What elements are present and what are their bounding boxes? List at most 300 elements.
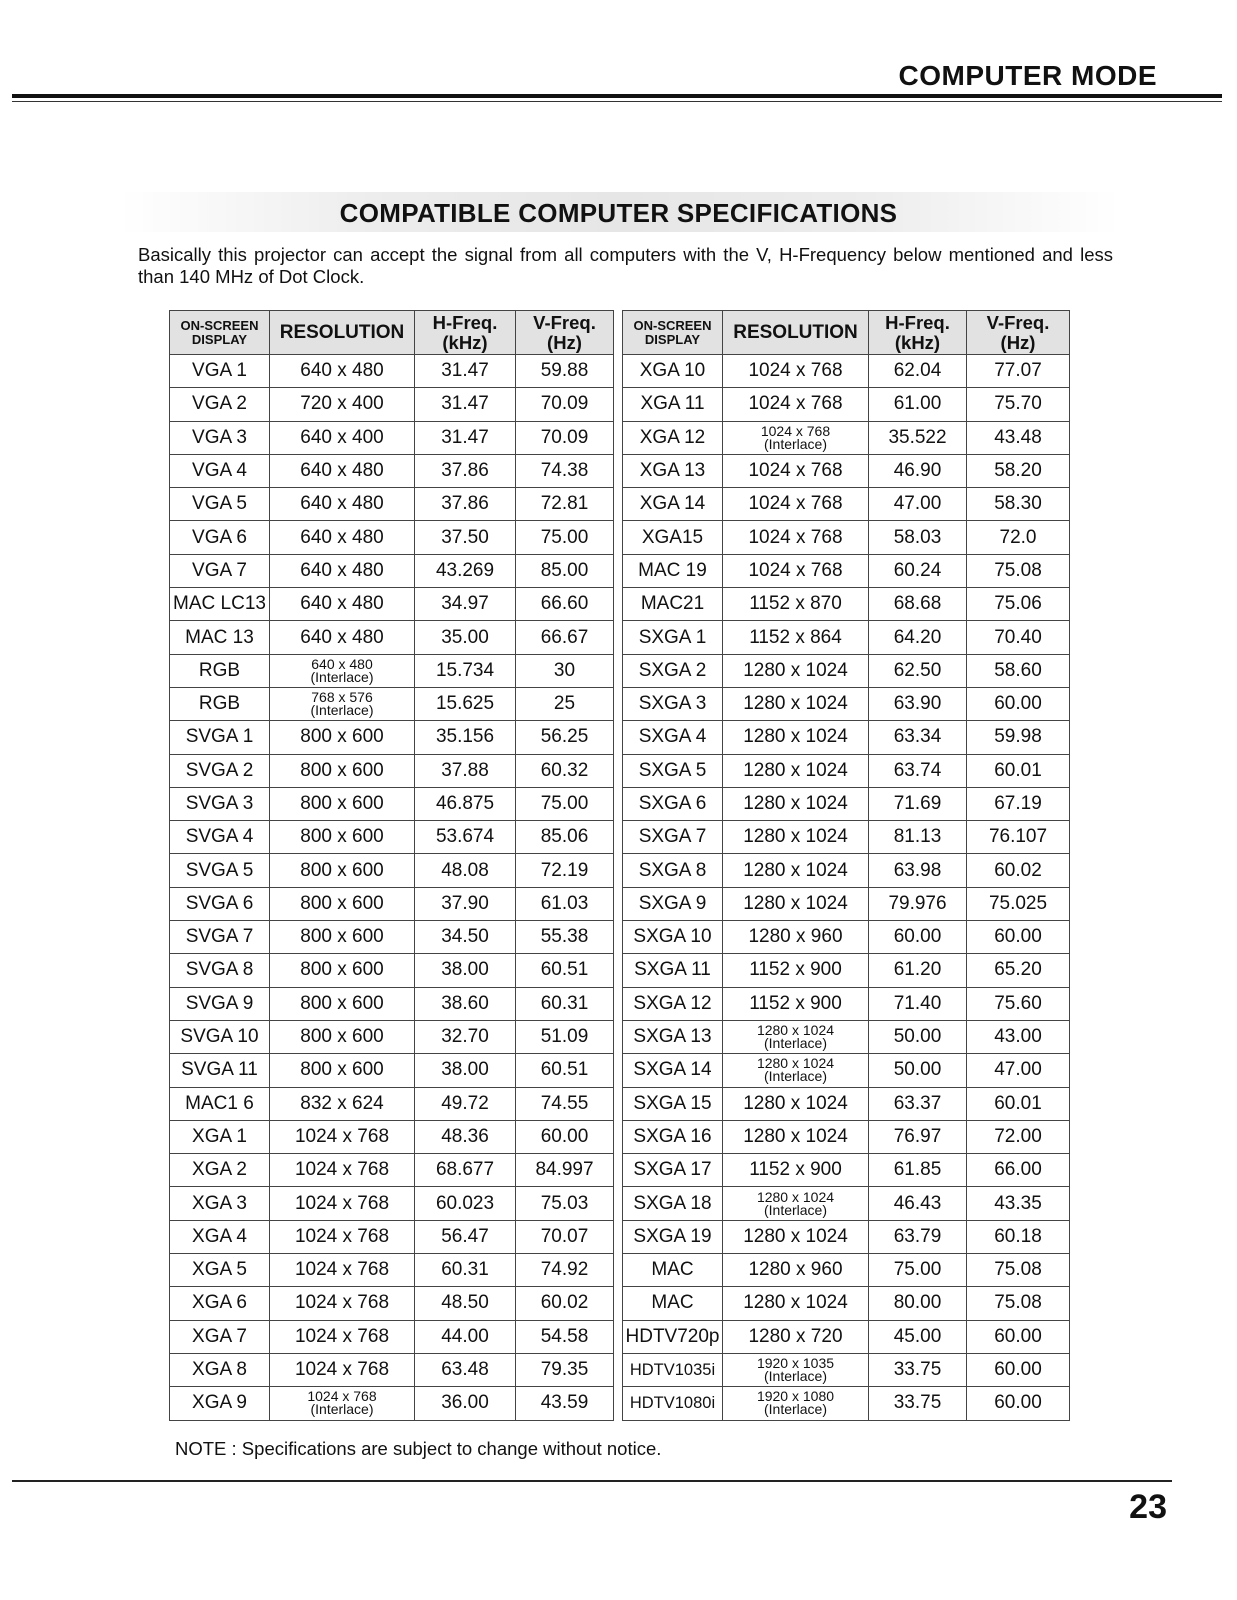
- table-row: [170, 621, 614, 654]
- table-row: [623, 1120, 1070, 1153]
- cell-v-freq: 58.60: [967, 654, 1070, 687]
- table-row: [623, 554, 1070, 587]
- cell-h-freq: 60.24: [869, 554, 967, 587]
- table-row: [623, 687, 1070, 720]
- cell-on-screen-display: RGB: [170, 654, 270, 687]
- table-row: [623, 1220, 1070, 1253]
- cell-resolution: 1024 x 768: [723, 355, 869, 388]
- cell-h-freq: 61.85: [869, 1154, 967, 1187]
- table-row: [170, 588, 614, 621]
- cell-v-freq: 60.00: [516, 1120, 614, 1153]
- table-row: [170, 654, 614, 687]
- table-row: [170, 1054, 614, 1087]
- table-row: [170, 921, 614, 954]
- resolution-value: 1920 x 1080: [756, 1388, 835, 1405]
- cell-resolution: 1024 x 768: [723, 521, 869, 554]
- cell-resolution: 1024 x 768: [270, 1154, 415, 1187]
- footer-rule: [12, 1480, 1172, 1482]
- cell-v-freq: 60.31: [516, 987, 614, 1020]
- resolution-value: 1280 x 1024: [756, 1022, 835, 1039]
- cell-resolution: [270, 687, 415, 720]
- cell-v-freq: 75.025: [967, 887, 1070, 920]
- table-row: [623, 787, 1070, 820]
- resolution-value: 1024 x 768: [307, 1388, 377, 1405]
- cell-on-screen-display: SXGA 18: [623, 1187, 723, 1220]
- cell-v-freq: 72.00: [967, 1120, 1070, 1153]
- cell-on-screen-display: VGA 4: [170, 454, 270, 487]
- cell-v-freq: 60.32: [516, 754, 614, 787]
- cell-on-screen-display: SXGA 8: [623, 854, 723, 887]
- cell-resolution: 1280 x 1024: [723, 1220, 869, 1253]
- cell-h-freq: 60.00: [869, 921, 967, 954]
- cell-h-freq: 62.50: [869, 654, 967, 687]
- cell-v-freq: 75.03: [516, 1187, 614, 1220]
- cell-v-freq: 43.00: [967, 1020, 1070, 1053]
- cell-on-screen-display: SXGA 16: [623, 1120, 723, 1153]
- cell-v-freq: 54.58: [516, 1320, 614, 1353]
- table-row: [623, 588, 1070, 621]
- cell-on-screen-display: SXGA 2: [623, 654, 723, 687]
- table-row: [623, 621, 1070, 654]
- cell-h-freq: 34.50: [415, 921, 516, 954]
- table-row: [170, 754, 614, 787]
- cell-h-freq: 32.70: [415, 1020, 516, 1053]
- cell-h-freq: 35.156: [415, 721, 516, 754]
- cell-h-freq: 46.43: [869, 1187, 967, 1220]
- header-vfreq-line1: V-Freq.: [533, 312, 596, 334]
- cell-on-screen-display: SXGA 12: [623, 987, 723, 1020]
- table-row: [623, 521, 1070, 554]
- header-vfreq-line1: V-Freq.: [986, 312, 1050, 334]
- cell-h-freq: 47.00: [869, 488, 967, 521]
- cell-h-freq: 37.90: [415, 887, 516, 920]
- cell-h-freq: 48.50: [415, 1287, 516, 1320]
- cell-on-screen-display: VGA 5: [170, 488, 270, 521]
- cell-v-freq: 77.07: [967, 355, 1070, 388]
- table-header-row: [623, 311, 1070, 355]
- cell-v-freq: 51.09: [516, 1020, 614, 1053]
- cell-resolution: [723, 421, 869, 454]
- cell-on-screen-display: XGA 1: [170, 1120, 270, 1153]
- resolution-value: 1280 x 1024: [756, 1188, 835, 1205]
- cell-on-screen-display: XGA 14: [623, 488, 723, 521]
- cell-h-freq: 50.00: [869, 1054, 967, 1087]
- cell-resolution: 800 x 600: [270, 1020, 415, 1053]
- cell-on-screen-display: SXGA 10: [623, 921, 723, 954]
- cell-h-freq: 33.75: [869, 1387, 967, 1420]
- resolution-note: (Interlace): [763, 1201, 828, 1218]
- cell-v-freq: 75.08: [967, 1287, 1070, 1320]
- cell-h-freq: 64.20: [869, 621, 967, 654]
- cell-on-screen-display: SXGA 6: [623, 787, 723, 820]
- table-row: [623, 854, 1070, 887]
- cell-v-freq: 60.00: [967, 1353, 1070, 1386]
- cell-h-freq: 63.74: [869, 754, 967, 787]
- table-row: [170, 488, 614, 521]
- cell-h-freq: 15.625: [415, 687, 516, 720]
- cell-on-screen-display: XGA 11: [623, 388, 723, 421]
- table-row: [170, 887, 614, 920]
- cell-on-screen-display: SVGA 7: [170, 921, 270, 954]
- cell-on-screen-display: RGB: [170, 687, 270, 720]
- section-title: COMPATIBLE COMPUTER SPECIFICATIONS: [339, 198, 898, 228]
- cell-resolution: 1280 x 1024: [723, 1120, 869, 1153]
- cell-h-freq: 61.20: [869, 954, 967, 987]
- cell-resolution: 1280 x 1024: [723, 1287, 869, 1320]
- cell-h-freq: 31.47: [415, 388, 516, 421]
- cell-h-freq: 43.269: [415, 554, 516, 587]
- cell-h-freq: 49.72: [415, 1087, 516, 1120]
- cell-v-freq: 65.20: [967, 954, 1070, 987]
- cell-v-freq: 76.107: [967, 821, 1070, 854]
- cell-on-screen-display: XGA 7: [170, 1320, 270, 1353]
- cell-on-screen-display: VGA 2: [170, 388, 270, 421]
- cell-on-screen-display: XGA 6: [170, 1287, 270, 1320]
- cell-resolution: 640 x 480: [270, 488, 415, 521]
- cell-resolution: 1280 x 960: [723, 921, 869, 954]
- table-row: [170, 521, 614, 554]
- cell-resolution: 1024 x 768: [270, 1254, 415, 1287]
- cell-on-screen-display: MAC LC13: [170, 588, 270, 621]
- header-hfreq-line2: (kHz): [442, 331, 488, 353]
- table-row: [623, 1254, 1070, 1287]
- cell-resolution: 640 x 400: [270, 421, 415, 454]
- cell-v-freq: 25: [516, 687, 614, 720]
- table-row: [170, 554, 614, 587]
- table-row: [623, 355, 1070, 388]
- table-row: [170, 721, 614, 754]
- cell-on-screen-display: SVGA 1: [170, 721, 270, 754]
- cell-resolution: 800 x 600: [270, 921, 415, 954]
- cell-on-screen-display: SXGA 19: [623, 1220, 723, 1253]
- cell-resolution: 800 x 600: [270, 987, 415, 1020]
- header-resolution: RESOLUTION: [723, 311, 869, 355]
- cell-on-screen-display: SXGA 13: [623, 1020, 723, 1053]
- cell-h-freq: 50.00: [869, 1020, 967, 1053]
- cell-v-freq: 60.18: [967, 1220, 1070, 1253]
- cell-resolution: 640 x 480: [270, 588, 415, 621]
- cell-v-freq: 66.67: [516, 621, 614, 654]
- cell-h-freq: 63.37: [869, 1087, 967, 1120]
- table-row: [170, 1254, 614, 1287]
- cell-h-freq: 76.97: [869, 1120, 967, 1153]
- table-row: [623, 488, 1070, 521]
- cell-h-freq: 81.13: [869, 821, 967, 854]
- cell-on-screen-display: SXGA 7: [623, 821, 723, 854]
- cell-on-screen-display: MAC: [623, 1254, 723, 1287]
- table-row: [623, 388, 1070, 421]
- cell-on-screen-display: SXGA 4: [623, 721, 723, 754]
- cell-resolution: 1280 x 1024: [723, 887, 869, 920]
- cell-h-freq: 45.00: [869, 1320, 967, 1353]
- resolution-note: (Interlace): [763, 1068, 828, 1085]
- cell-on-screen-display: SXGA 14: [623, 1054, 723, 1087]
- cell-v-freq: 70.07: [516, 1220, 614, 1253]
- cell-resolution: 800 x 600: [270, 721, 415, 754]
- header-vfreq-line2: (Hz): [1000, 331, 1036, 353]
- cell-h-freq: 63.48: [415, 1353, 516, 1386]
- cell-on-screen-display: MAC1 6: [170, 1087, 270, 1120]
- table-row: [623, 1154, 1070, 1187]
- cell-resolution: 800 x 600: [270, 787, 415, 820]
- cell-v-freq: 60.00: [967, 1387, 1070, 1420]
- cell-on-screen-display: SVGA 11: [170, 1054, 270, 1087]
- cell-h-freq: 34.97: [415, 588, 516, 621]
- table-row: [170, 1287, 614, 1320]
- cell-v-freq: 75.70: [967, 388, 1070, 421]
- table-row: [170, 1353, 614, 1386]
- table-row: [170, 1320, 614, 1353]
- table-row: [623, 921, 1070, 954]
- cell-v-freq: 75.00: [516, 521, 614, 554]
- cell-on-screen-display: HDTV1035i: [623, 1353, 723, 1386]
- cell-v-freq: 70.09: [516, 421, 614, 454]
- cell-v-freq: 75.08: [967, 1254, 1070, 1287]
- cell-h-freq: 38.00: [415, 954, 516, 987]
- cell-on-screen-display: HDTV1080i: [623, 1387, 723, 1420]
- cell-h-freq: 46.875: [415, 787, 516, 820]
- header-osd-line2: DISPLAY: [191, 331, 248, 347]
- cell-v-freq: 60.02: [967, 854, 1070, 887]
- cell-v-freq: 59.98: [967, 721, 1070, 754]
- table-row: [170, 1187, 614, 1220]
- cell-resolution: 800 x 600: [270, 821, 415, 854]
- cell-resolution: 1280 x 1024: [723, 821, 869, 854]
- cell-v-freq: 55.38: [516, 921, 614, 954]
- cell-h-freq: 60.31: [415, 1254, 516, 1287]
- cell-on-screen-display: SVGA 3: [170, 787, 270, 820]
- cell-v-freq: 58.20: [967, 454, 1070, 487]
- cell-resolution: 1024 x 768: [723, 554, 869, 587]
- cell-on-screen-display: SVGA 6: [170, 887, 270, 920]
- table-row: [170, 1220, 614, 1253]
- cell-resolution: 1280 x 1024: [723, 1087, 869, 1120]
- cell-v-freq: 67.19: [967, 787, 1070, 820]
- cell-on-screen-display: XGA 10: [623, 355, 723, 388]
- cell-resolution: 800 x 600: [270, 754, 415, 787]
- cell-on-screen-display: XGA 3: [170, 1187, 270, 1220]
- cell-v-freq: 47.00: [967, 1054, 1070, 1087]
- cell-resolution: [723, 1353, 869, 1386]
- cell-resolution: 1280 x 1024: [723, 787, 869, 820]
- cell-on-screen-display: VGA 1: [170, 355, 270, 388]
- header-rule: [12, 94, 1222, 98]
- cell-resolution: 640 x 480: [270, 454, 415, 487]
- cell-on-screen-display: MAC 13: [170, 621, 270, 654]
- table-row: [170, 1120, 614, 1153]
- page-header-title: COMPUTER MODE: [898, 60, 1157, 91]
- cell-v-freq: 66.60: [516, 588, 614, 621]
- cell-on-screen-display: XGA 9: [170, 1387, 270, 1420]
- cell-on-screen-display: VGA 3: [170, 421, 270, 454]
- cell-h-freq: 48.08: [415, 854, 516, 887]
- cell-resolution: 1024 x 768: [270, 1187, 415, 1220]
- cell-h-freq: 37.88: [415, 754, 516, 787]
- cell-v-freq: 60.51: [516, 954, 614, 987]
- cell-resolution: 1152 x 900: [723, 987, 869, 1020]
- cell-v-freq: 84.997: [516, 1154, 614, 1187]
- resolution-value: 640 x 480: [311, 655, 373, 672]
- table-row: [623, 1387, 1070, 1420]
- cell-v-freq: 43.48: [967, 421, 1070, 454]
- spec-table-right: [622, 310, 1070, 1421]
- table-row: [170, 821, 614, 854]
- cell-h-freq: 33.75: [869, 1353, 967, 1386]
- header-vfreq-line2: (Hz): [547, 331, 582, 353]
- cell-resolution: 1152 x 900: [723, 954, 869, 987]
- cell-resolution: 640 x 480: [270, 554, 415, 587]
- cell-h-freq: 44.00: [415, 1320, 516, 1353]
- table-row: [623, 1187, 1070, 1220]
- cell-resolution: 1280 x 1024: [723, 654, 869, 687]
- header-v-freq: [516, 311, 614, 355]
- cell-h-freq: 53.674: [415, 821, 516, 854]
- cell-v-freq: 43.59: [516, 1387, 614, 1420]
- table-row: [170, 454, 614, 487]
- cell-on-screen-display: MAC 19: [623, 554, 723, 587]
- cell-resolution: 1280 x 1024: [723, 754, 869, 787]
- resolution-note: (Interlace): [310, 702, 374, 719]
- table-row: [623, 887, 1070, 920]
- cell-h-freq: 71.69: [869, 787, 967, 820]
- header-osd-line1: ON-SCREEN: [180, 317, 259, 333]
- cell-v-freq: 75.08: [967, 554, 1070, 587]
- spec-table-left: [169, 310, 614, 1421]
- table-row: [623, 1320, 1070, 1353]
- cell-h-freq: 31.47: [415, 421, 516, 454]
- cell-resolution: 1024 x 768: [723, 488, 869, 521]
- table-row: [623, 1353, 1070, 1386]
- cell-h-freq: 68.68: [869, 588, 967, 621]
- cell-h-freq: 31.47: [415, 355, 516, 388]
- cell-v-freq: 70.09: [516, 388, 614, 421]
- note-text: NOTE : Specifications are subject to change without notice.: [175, 1438, 662, 1459]
- cell-on-screen-display: XGA 2: [170, 1154, 270, 1187]
- cell-v-freq: 72.81: [516, 488, 614, 521]
- header-rule-thin: [12, 101, 1222, 102]
- cell-v-freq: 74.38: [516, 454, 614, 487]
- cell-h-freq: 63.90: [869, 687, 967, 720]
- header-resolution: RESOLUTION: [270, 311, 415, 355]
- cell-resolution: 1280 x 1024: [723, 687, 869, 720]
- cell-v-freq: 75.60: [967, 987, 1070, 1020]
- cell-h-freq: 35.522: [869, 421, 967, 454]
- cell-v-freq: 30: [516, 654, 614, 687]
- table-row: [623, 421, 1070, 454]
- cell-v-freq: 70.40: [967, 621, 1070, 654]
- table-row: [170, 421, 614, 454]
- cell-resolution: 1024 x 768: [270, 1287, 415, 1320]
- cell-v-freq: 60.02: [516, 1287, 614, 1320]
- cell-on-screen-display: VGA 7: [170, 554, 270, 587]
- cell-h-freq: 71.40: [869, 987, 967, 1020]
- cell-h-freq: 58.03: [869, 521, 967, 554]
- cell-on-screen-display: SVGA 5: [170, 854, 270, 887]
- header-h-freq: [869, 311, 967, 355]
- table-row: [170, 388, 614, 421]
- table-row: [623, 1087, 1070, 1120]
- cell-v-freq: 60.01: [967, 754, 1070, 787]
- table-row: [170, 1154, 614, 1187]
- cell-h-freq: 37.86: [415, 454, 516, 487]
- cell-v-freq: 60.01: [967, 1087, 1070, 1120]
- table-row: [623, 454, 1070, 487]
- table-row: [623, 754, 1070, 787]
- resolution-value: 1280 x 1024: [756, 1055, 835, 1072]
- cell-on-screen-display: SXGA 9: [623, 887, 723, 920]
- cell-h-freq: 38.60: [415, 987, 516, 1020]
- table-row: [170, 954, 614, 987]
- cell-h-freq: 79.976: [869, 887, 967, 920]
- cell-v-freq: 74.55: [516, 1087, 614, 1120]
- cell-on-screen-display: SVGA 8: [170, 954, 270, 987]
- spec-table-right-body: [623, 355, 1070, 1421]
- cell-resolution: [723, 1387, 869, 1420]
- cell-on-screen-display: XGA 8: [170, 1353, 270, 1386]
- cell-resolution: 1152 x 864: [723, 621, 869, 654]
- cell-h-freq: 63.79: [869, 1220, 967, 1253]
- table-row: [170, 987, 614, 1020]
- table-row: [623, 821, 1070, 854]
- resolution-value: 1024 x 768: [760, 422, 831, 439]
- resolution-value: 1920 x 1035: [756, 1355, 835, 1372]
- cell-resolution: 1280 x 960: [723, 1254, 869, 1287]
- cell-on-screen-display: XGA15: [623, 521, 723, 554]
- spec-tables: [169, 310, 1069, 1420]
- cell-on-screen-display: SVGA 10: [170, 1020, 270, 1053]
- cell-on-screen-display: VGA 6: [170, 521, 270, 554]
- cell-v-freq: 72.0: [967, 521, 1070, 554]
- cell-h-freq: 63.34: [869, 721, 967, 754]
- header-on-screen-display: [623, 311, 723, 355]
- cell-h-freq: 37.50: [415, 521, 516, 554]
- cell-h-freq: 15.734: [415, 654, 516, 687]
- table-row: [623, 721, 1070, 754]
- table-row: [170, 355, 614, 388]
- cell-resolution: 800 x 600: [270, 954, 415, 987]
- resolution-note: (Interlace): [763, 435, 828, 452]
- cell-h-freq: 36.00: [415, 1387, 516, 1420]
- table-row: [623, 654, 1070, 687]
- table-row: [170, 1020, 614, 1053]
- cell-resolution: 800 x 600: [270, 854, 415, 887]
- cell-h-freq: 68.677: [415, 1154, 516, 1187]
- cell-resolution: 640 x 480: [270, 355, 415, 388]
- header-hfreq-line2: (kHz): [894, 331, 941, 353]
- cell-resolution: 640 x 480: [270, 521, 415, 554]
- cell-on-screen-display: XGA 5: [170, 1254, 270, 1287]
- cell-on-screen-display: SXGA 17: [623, 1154, 723, 1187]
- cell-v-freq: 72.19: [516, 854, 614, 887]
- cell-v-freq: 61.03: [516, 887, 614, 920]
- table-row: [623, 954, 1070, 987]
- cell-resolution: 1024 x 768: [723, 388, 869, 421]
- cell-h-freq: 46.90: [869, 454, 967, 487]
- table-row: [623, 1020, 1070, 1053]
- table-header-row: [170, 311, 614, 355]
- cell-resolution: 800 x 600: [270, 887, 415, 920]
- cell-v-freq: 60.00: [967, 687, 1070, 720]
- cell-on-screen-display: MAC: [623, 1287, 723, 1320]
- cell-h-freq: 35.00: [415, 621, 516, 654]
- cell-v-freq: 66.00: [967, 1154, 1070, 1187]
- cell-resolution: 1024 x 768: [723, 454, 869, 487]
- cell-resolution: [723, 1020, 869, 1053]
- header-on-screen-display: [170, 311, 270, 355]
- table-row: [170, 1387, 614, 1420]
- table-row: [170, 1087, 614, 1120]
- cell-resolution: 1024 x 768: [270, 1353, 415, 1386]
